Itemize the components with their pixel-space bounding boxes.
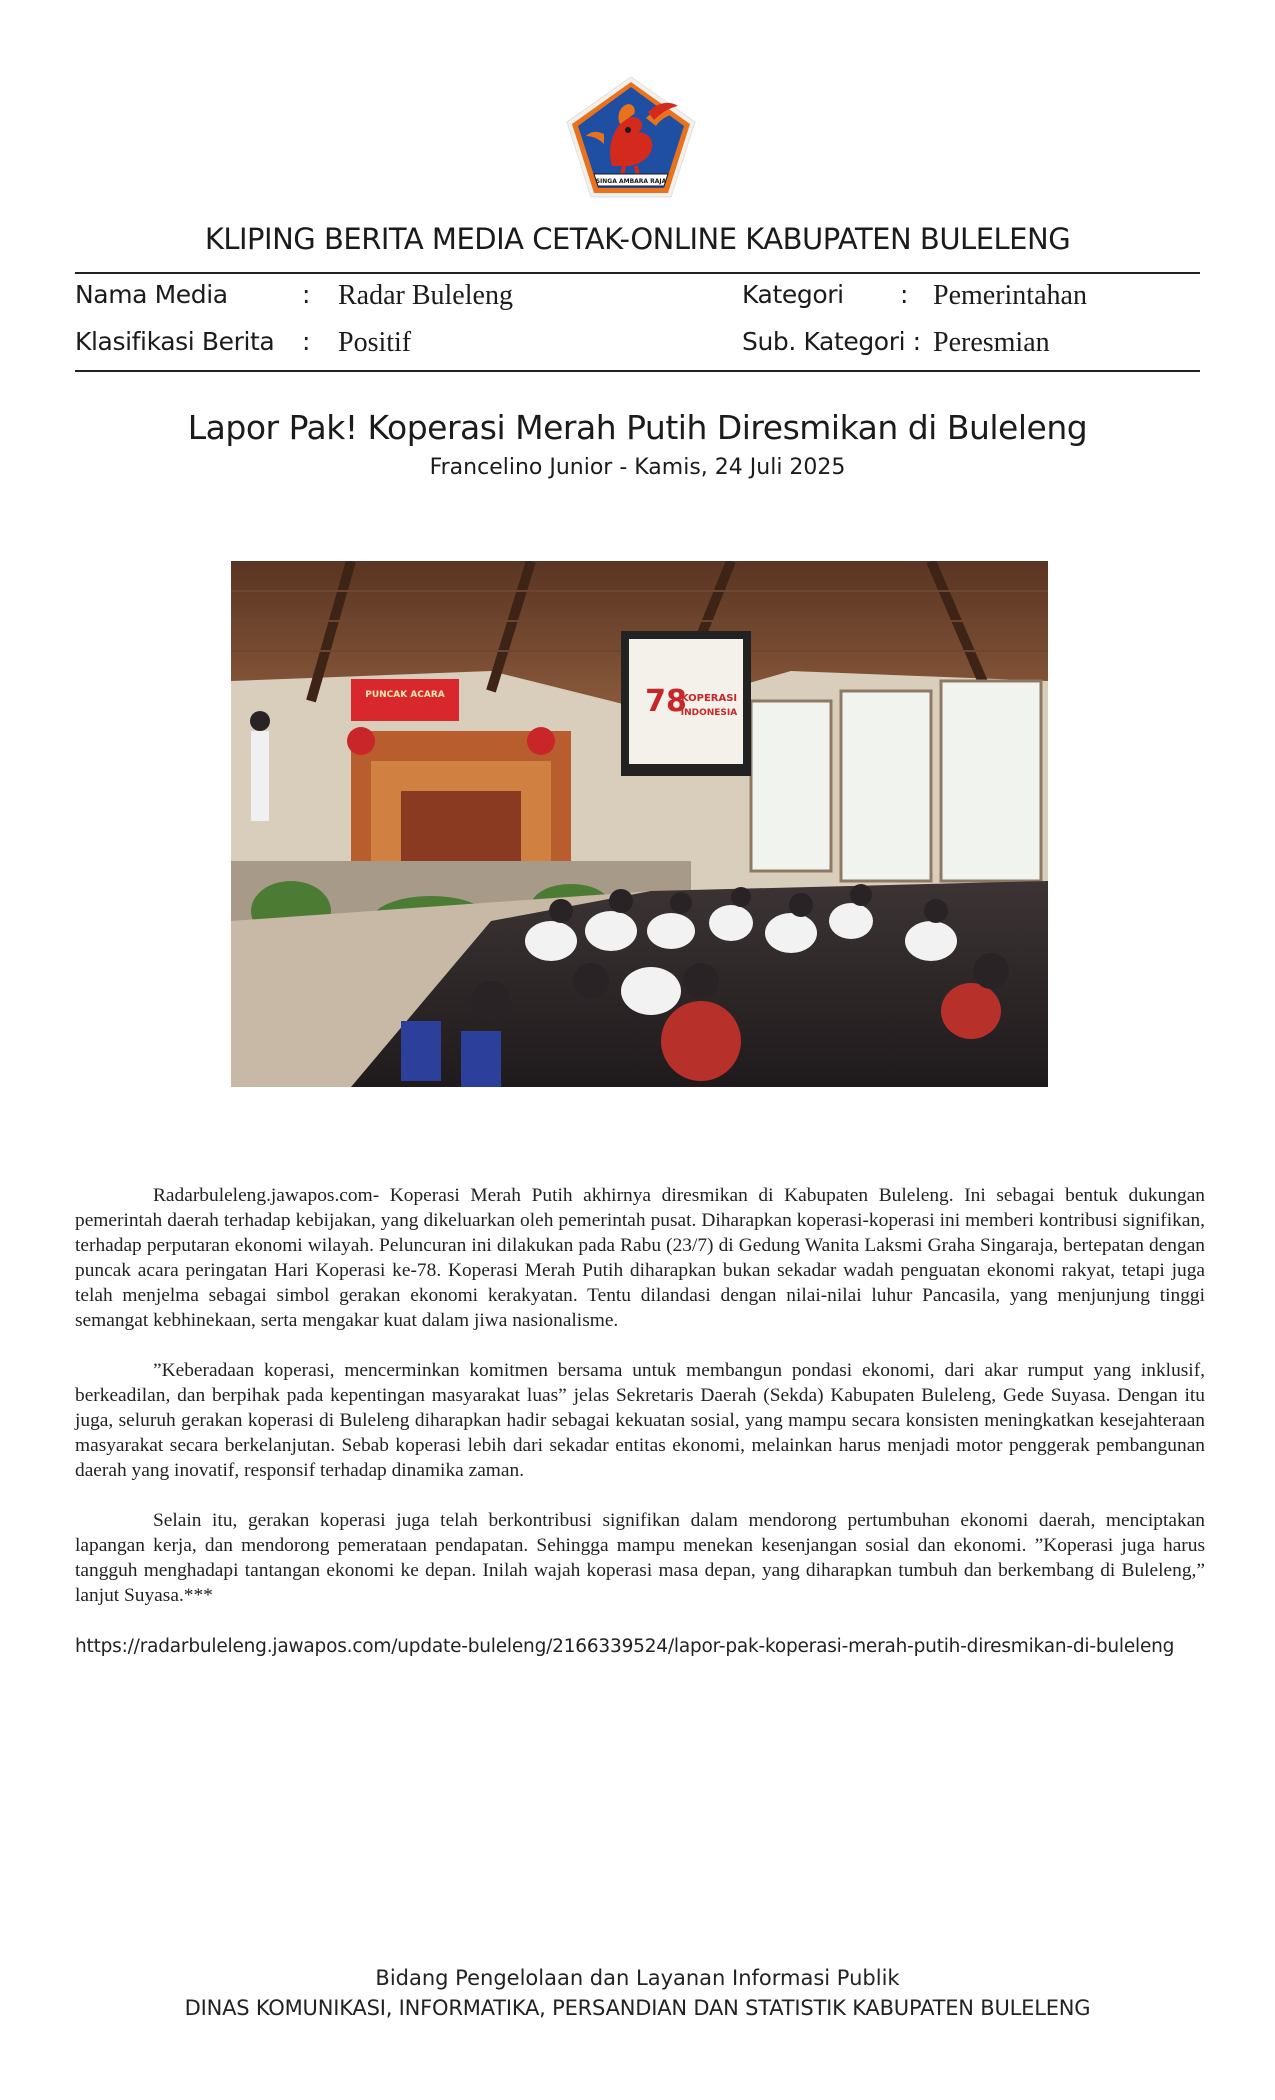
category-value: Pemerintahan [933,280,1087,311]
article-title: Lapor Pak! Koperasi Merah Putih Diresmikan di Buleleng [187,408,1088,447]
logo-motto-text: SINGA AMBARA RAJA [595,178,667,185]
kabupaten-buleleng-emblem [564,74,698,200]
photo-screen-text-indonesia: INDONESIA [680,708,738,718]
document-header-title: KLIPING BERITA MEDIA CETAK-ONLINE KABUPATEN BULELENG [204,222,1071,256]
source-url-link[interactable]: https://radarbuleleng.jawapos.com/update-buleleng/2166339524/lapor-pak-koperasi-merah-putih-diresmikan-di-buleleng [75,1636,1175,1657]
photo-screen-number: 78 [645,684,687,719]
article-photo [231,561,1048,1087]
news-classification-value: Positif [338,327,412,358]
article-paragraph: ”Keberadaan koperasi, mencerminkan komitmen bersama untuk membangun pondasi ekonomi, dari akar rumput yang inklusif, berkeadilan, dan berpihak pada kepentingan masyarakat luas” jelas Sekretaris Daerah (Sekda) Kabupaten Buleleng, Gede Suyasa. Dengan itu juga, seluruh gerakan koperasi di Buleleng diharapkan hadir sebagai kekuatan sosial, yang mampu secara konsisten meningkatkan kesejahteraan masyarakat secara berkelanjutan. Sebab koperasi lebih dari sekadar entitas ekonomi, melainkan harus menjadi motor penggerak pembangunan daerah yang inovatif, responsif terhadap dinamika zaman. [75,1360,1205,1481]
category-label: Kategori [742,280,844,309]
category-colon: : [900,280,909,309]
photo-banner-text: PUNCAK ACARA [365,690,445,700]
article-byline: Francelino Junior - Kamis, 24 Juli 2025 [429,455,846,480]
media-name-colon: : [302,280,311,309]
media-name-label: Nama Media [75,280,228,309]
subcategory-label: Sub. Kategori : [742,327,921,356]
news-classification-label: Klasifikasi Berita [75,327,275,356]
article-paragraph: Radarbuleleng.jawapos.com- Koperasi Merah Putih akhirnya diresmikan di Kabupaten Buleleng. Ini sebagai bentuk dukungan pemerintah daerah terhadap kebijakan, yang dikeluarkan oleh pemerintah pusat. Diharapkan koperasi-koperasi ini memberi kontribusi signifikan, terhadap perputaran ekonomi wilayah. Peluncuran ini dilakukan pada Rabu (23/7) di Gedung Wanita Laksmi Graha Singaraja, bertepatan dengan puncak acara peringatan Hari Koperasi ke-78. Koperasi Merah Putih diharapkan bukan sekadar wadah penguatan ekonomi rakyat, tetapi juga telah menjelma sebagai simbol gerakan ekonomi kerakyatan. Tentu dilandasi dengan nilai-nilai luhur Pancasila, yang menjunjung tinggi semangat kebhinekaan, serta mengakar kuat dalam jiwa nasionalisme. [75,1185,1205,1331]
header-divider-bottom [75,370,1200,372]
footer-agency: DINAS KOMUNIKASI, INFORMATIKA, PERSANDIAN DAN STATISTIK KABUPATEN BULELENG [184,1996,1091,2020]
article-body [75,1183,1205,1633]
header-divider-top [75,272,1200,274]
news-classification-colon: : [302,327,311,356]
article-paragraph: Selain itu, gerakan koperasi juga telah berkontribusi signifikan dalam mendorong pertumbuhan ekonomi daerah, menciptakan lapangan kerja, dan mendorong pemerataan pendapatan. Sehingga mampu menekan kesenjangan sosial dan ekonomi. ”Koperasi juga harus tangguh menghadapi tantangan ekonomi ke depan. Inilah wajah koperasi masa depan, yang diharapkan tumbuh dan berkembang di Buleleng,” lanjut Suyasa.*** [75,1510,1205,1606]
photo-screen-text-koperasi: KOPERASI [680,693,738,704]
footer-department: Bidang Pengelolaan dan Layanan Informasi Publik [375,1966,900,1990]
subcategory-value: Peresmian [933,327,1050,358]
media-name-value: Radar Buleleng [338,280,513,311]
